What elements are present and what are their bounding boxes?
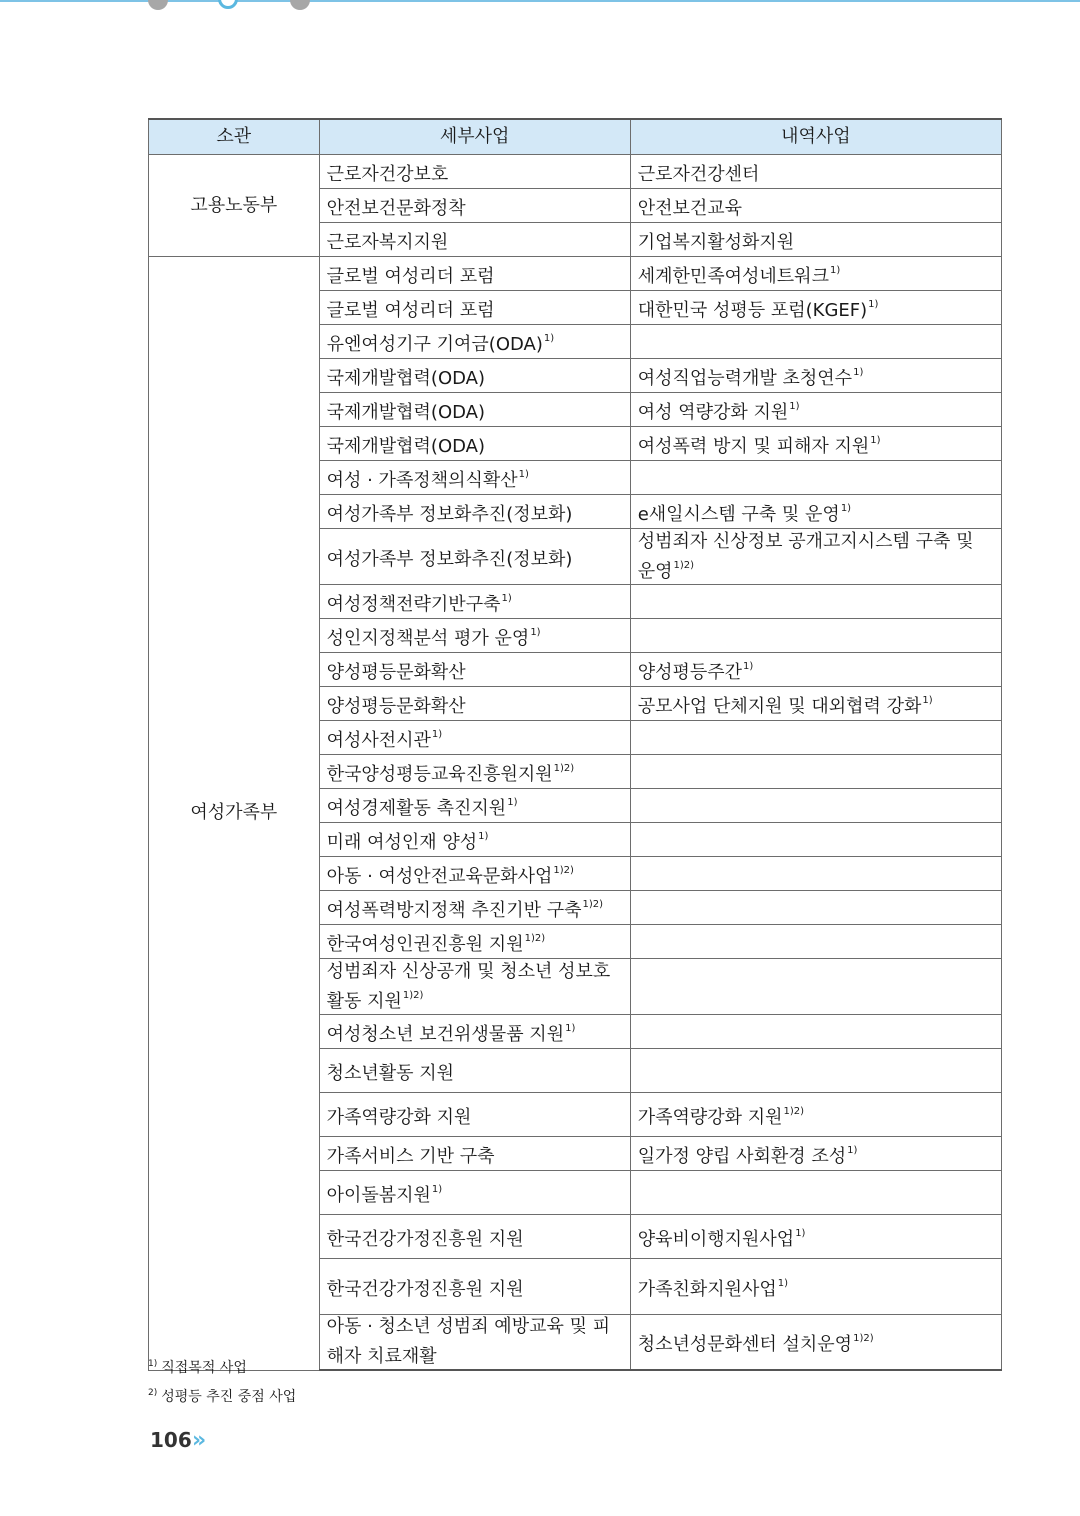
sub-program-cell: 근로자건강보호 xyxy=(319,155,630,189)
footnote-mark: 1) xyxy=(795,1227,806,1239)
sub-program-cell: 여성사전시관$^{1)}$ xyxy=(319,721,630,755)
program-table xyxy=(148,118,1002,1371)
footnote-mark: 1) xyxy=(743,660,754,672)
sub-program-cell: 근로자복지지원 xyxy=(319,223,630,257)
table-row xyxy=(149,257,1002,291)
footnote-mark: 1) xyxy=(840,502,852,514)
footnote-mark: 1)2) xyxy=(553,762,575,774)
sub-program-cell: 아동 · 청소년 성범죄 예방교육 및 피해자 치료재활 xyxy=(319,1315,630,1371)
page-number: 106 xyxy=(150,1428,192,1452)
footnote-mark: 1) xyxy=(431,728,443,740)
sub-program-cell: 아이돌봄지원$^{1)}$ xyxy=(319,1171,630,1215)
footnote-mark: 1) xyxy=(507,796,518,808)
footnote-mark: 1)2) xyxy=(853,1333,874,1344)
detail-program-cell: 대한민국 성평등 포럼(KGEF)$^{1)}$ xyxy=(630,291,1001,325)
footnote-1: $^{1)}$ 직접목적 사업 xyxy=(148,1359,247,1376)
sub-program-cell: 글로벌 여성리더 포럼 xyxy=(319,257,630,291)
footnotes xyxy=(148,1352,296,1410)
sub-program-cell: 유엔여성기구 기여금(ODA)$^{1)}$ xyxy=(319,325,630,359)
detail-program-cell xyxy=(630,619,1001,653)
sub-program-cell: 양성평등문화확산 xyxy=(319,687,630,721)
header-detail-program: 내역사업 xyxy=(630,119,1001,155)
footnote-mark: 1) xyxy=(777,1277,789,1289)
detail-program-cell xyxy=(630,857,1001,891)
detail-program-cell xyxy=(630,823,1001,857)
sub-program-cell: 여성 · 가족정책의식확산$^{1)}$ xyxy=(319,461,630,495)
footnote-mark: 1) xyxy=(565,1022,576,1034)
detail-program-cell: e새일시스템 구축 및 운영$^{1)}$ xyxy=(630,495,1001,529)
detail-program-cell: 안전보건교육 xyxy=(630,189,1001,223)
detail-program-cell: 가족친화지원사업$^{1)}$ xyxy=(630,1259,1001,1315)
footnote-mark: 1) xyxy=(478,830,489,842)
detail-program-cell xyxy=(630,325,1001,359)
detail-program-cell xyxy=(630,461,1001,495)
detail-program-cell: 여성직업능력개발 초청연수$^{1)}$ xyxy=(630,359,1001,393)
sub-program-cell: 한국건강가정진흥원 지원 xyxy=(319,1259,630,1315)
detail-program-cell: 가족역량강화 지원$^{1)2)}$ xyxy=(630,1093,1001,1137)
blue-ring-icon xyxy=(218,0,238,9)
detail-program-cell: 기업복지활성화지원 xyxy=(630,223,1001,257)
sub-program-cell: 청소년활동 지원 xyxy=(319,1049,630,1093)
footnote-mark: 1) xyxy=(431,1183,443,1195)
table-body xyxy=(149,155,1002,1371)
detail-program-cell xyxy=(630,1049,1001,1093)
detail-program-cell xyxy=(630,1171,1001,1215)
detail-program-cell: 성범죄자 신상정보 공개고지시스템 구축 및 운영$^{1)2)}$ xyxy=(630,529,1001,585)
detail-program-cell xyxy=(630,789,1001,823)
sub-program-cell: 여성가족부 정보화추진(정보화) xyxy=(319,495,630,529)
sub-program-cell: 한국양성평등교육진흥원지원$^{1)2)}$ xyxy=(319,755,630,789)
footnote-mark: 1) xyxy=(543,332,555,344)
detail-program-cell: 공모사업 단체지원 및 대외협력 강화$^{1)}$ xyxy=(630,687,1001,721)
sub-program-cell: 한국여성인권진흥원 지원$^{1)2)}$ xyxy=(319,925,630,959)
detail-program-cell xyxy=(630,755,1001,789)
chevron-right-icon: » xyxy=(192,1428,201,1453)
footnote-mark: 1)2) xyxy=(582,898,603,910)
detail-program-cell: 양성평등주간$^{1)}$ xyxy=(630,653,1001,687)
sub-program-cell: 미래 여성인재 양성$^{1)}$ xyxy=(319,823,630,857)
sub-program-cell: 양성평등문화확산 xyxy=(319,653,630,687)
sub-program-cell: 성인지정책분석 평가 운영$^{1)}$ xyxy=(319,619,630,653)
footnote-mark: 1)2) xyxy=(402,989,424,1001)
detail-program-cell: 여성 역량강화 지원$^{1)}$ xyxy=(630,393,1001,427)
sub-program-cell: 여성폭력방지정책 추진기반 구축$^{1)2)}$ xyxy=(319,891,630,925)
sub-program-cell: 가족역량강화 지원 xyxy=(319,1093,630,1137)
footnote-mark: 1) xyxy=(530,626,541,638)
detail-program-cell: 세계한민족여성네트워크$^{1)}$ xyxy=(630,257,1001,291)
footnote-mark: 1) xyxy=(829,264,841,276)
detail-program-cell xyxy=(630,1015,1001,1049)
detail-program-cell: 여성폭력 방지 및 피해자 지원$^{1)}$ xyxy=(630,427,1001,461)
detail-program-cell xyxy=(630,721,1001,755)
sub-program-cell: 여성가족부 정보화추진(정보화) xyxy=(319,529,630,585)
sub-program-cell: 여성경제활동 촉진지원$^{1)}$ xyxy=(319,789,630,823)
ministry-cell: 여성가족부 xyxy=(149,257,320,1371)
sub-program-cell: 국제개발협력(ODA) xyxy=(319,359,630,393)
footnote-mark: 1)2) xyxy=(524,932,546,944)
footnote-mark: 1) xyxy=(518,468,529,480)
ministry-cell: 고용노동부 xyxy=(149,155,320,257)
footnote-2: $^{2)}$ 성평등 추진 중점 사업 xyxy=(148,1388,297,1405)
sub-program-cell: 여성정책전략기반구축$^{1)}$ xyxy=(319,585,630,619)
footnote-mark: 1)2) xyxy=(783,1105,805,1117)
detail-program-cell: 근로자건강센터 xyxy=(630,155,1001,189)
sub-program-cell: 안전보건문화정착 xyxy=(319,189,630,223)
footnote-mark: 1) xyxy=(868,298,879,310)
detail-program-cell xyxy=(630,959,1001,1015)
gray-dot-icon xyxy=(148,0,168,10)
sub-program-cell: 아동 · 여성안전교육문화사업$^{1)2)}$ xyxy=(319,857,630,891)
footnote-mark: 1) xyxy=(789,400,800,412)
sub-program-cell: 국제개발협력(ODA) xyxy=(319,393,630,427)
gray-dot-icon xyxy=(290,0,310,10)
footnote-mark: 1)2) xyxy=(553,864,574,876)
footnote-mark: 1) xyxy=(853,366,864,378)
sub-program-cell: 가족서비스 기반 구축 xyxy=(319,1137,630,1171)
sub-program-cell: 국제개발협력(ODA) xyxy=(319,427,630,461)
footnote-mark: 1) xyxy=(922,694,933,706)
detail-program-cell: 일가정 양립 사회환경 조성$^{1)}$ xyxy=(630,1137,1001,1171)
footnote-mark: 1) xyxy=(501,592,512,604)
footnote-mark: 1)2) xyxy=(673,559,694,571)
detail-program-cell: 청소년성문화센터 설치운영$^{1)2)}$ xyxy=(630,1315,1001,1371)
detail-program-cell xyxy=(630,891,1001,925)
sub-program-cell: 성범죄자 신상공개 및 청소년 성보호활동 지원$^{1)2)}$ xyxy=(319,959,630,1015)
detail-program-cell xyxy=(630,585,1001,619)
detail-program-cell xyxy=(630,925,1001,959)
sub-program-cell: 글로벌 여성리더 포럼 xyxy=(319,291,630,325)
header-sub-program: 세부사업 xyxy=(319,119,630,155)
footnote-mark: 1) xyxy=(870,434,881,446)
table-row xyxy=(149,155,1002,189)
sub-program-cell: 한국건강가정진흥원 지원 xyxy=(319,1215,630,1259)
header-ministry: 소관 xyxy=(149,119,320,155)
footnote-mark: 1) xyxy=(847,1144,858,1156)
detail-program-cell: 양육비이행지원사업$^{1)}$ xyxy=(630,1215,1001,1259)
sub-program-cell: 여성청소년 보건위생물품 지원$^{1)}$ xyxy=(319,1015,630,1049)
